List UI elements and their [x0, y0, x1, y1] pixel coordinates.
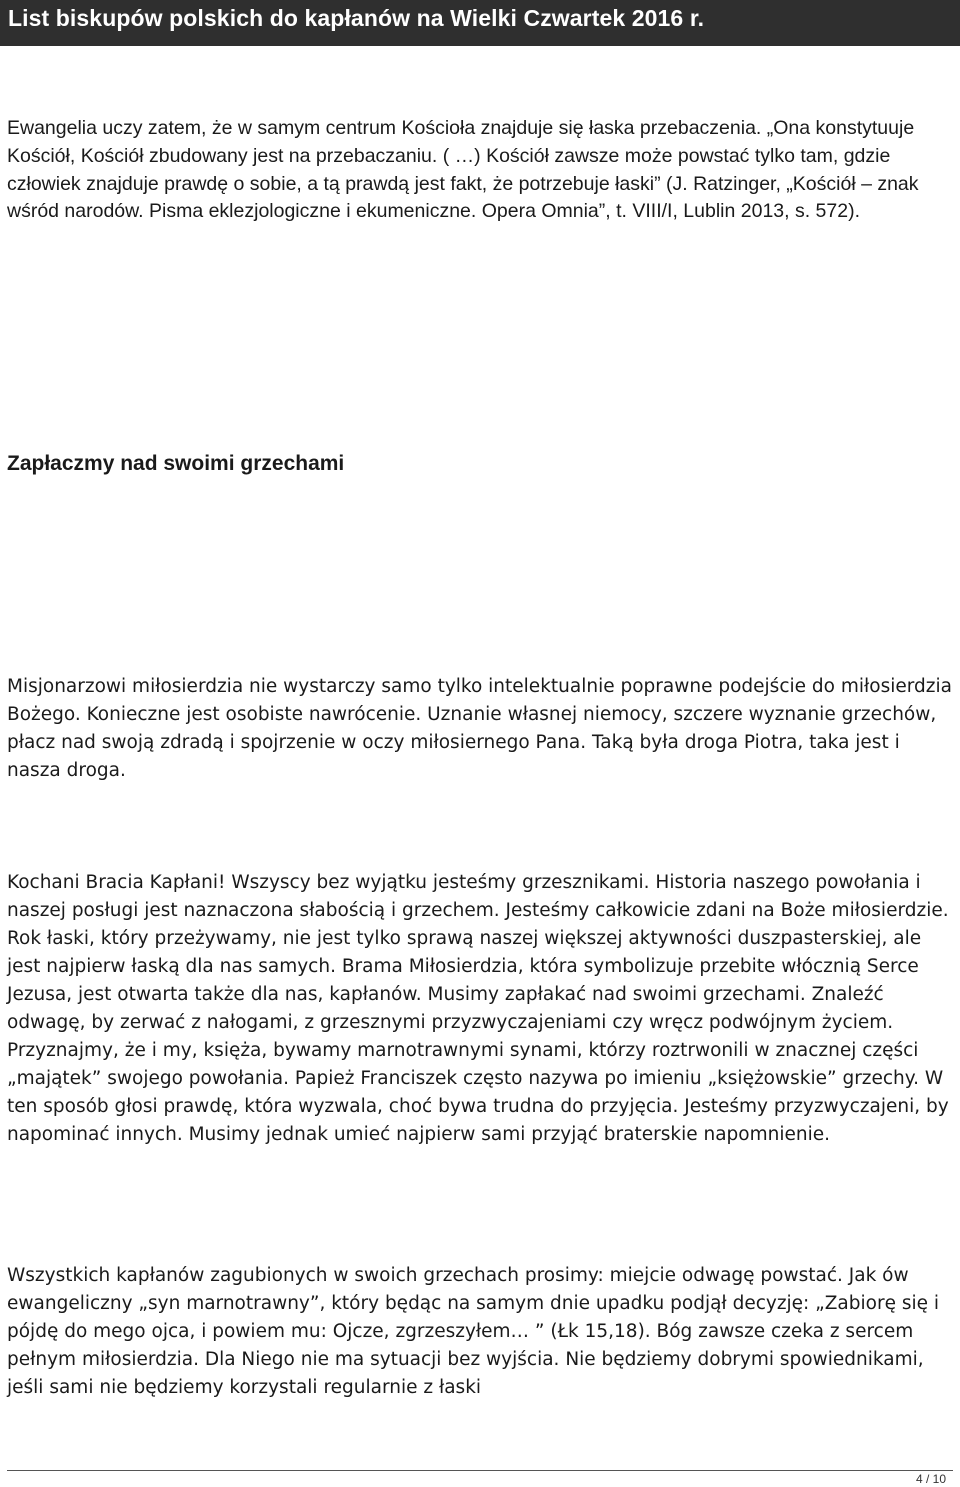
paragraph: Kochani Bracia Kapłani! Wszyscy bez wyjątku jesteśmy grzesznikami. Historia naszego powołania i naszej posługi jest naznaczona słabością i grzechem. Jesteśmy całkowicie zdani na Boże miłosierdzie. Rok łaski, który przeżywamy, nie jest tylko sprawą naszej większej aktywności duszpasterskiej, ale jest najpierw łaską dla nas samych. Brama Miłosierdzia, która symbolizuje przebite włócznią Serce Jezusa, jest otwarta także dla nas, kapłanów. Musimy zapłakać nad swoimi grzechami. Znaleźć odwagę, by zerwać z nałogami, z grzesznymi przyzwyczajeniami czy wręcz podwójnym życiem. Przyznajmy, że i my, księża, bywamy marnotrawnymi synami, którzy roztrwonili w znacznej części „majątek” swojego powołania. Papież Franciszek często nazywa po imieniu „księżowskie” grzechy. W ten sposób głosi prawdę, która wyzwala, choć bywa trudna do przyjęcia. Jesteśmy przyzwyczajeni, by napominać innych. Musimy jednak umieć najpierw sami przyjąć braterskie napomnienie.	[7, 872, 949, 1145]
section-heading: Zapłaczmy nad swoimi grzechami	[7, 452, 345, 475]
paragraph: Misjonarzowi miłosierdzia nie wystarczy samo tylko intelektualnie poprawne podejście do miłosierdzia Bożego. Konieczne jest osobiste nawrócenie. Uznanie własnej niemocy, szczere wyznanie grzechów, płacz nad swoją zdradą i spojrzenie w oczy miłosiernego Pana. Taką była droga Piotra, taka jest i nasza droga.	[7, 676, 952, 781]
paragraph: Ewangelia uczy zatem, że w samym centrum Kościoła znajduje się łaska przebaczenia. „Ona konstytuuje Kościół, Kościół zbudowany jest na przebaczaniu. ( …) Kościół zawsze może powstać tylko tam, gdzie człowiek znajduje prawdę o sobie, a tą prawdą jest fakt, że potrzebuje łaski” (J. Ratzinger, „Kościół – znak wśród narodów. Pisma eklezjologiczne i ekumeniczne. Opera Omnia”, t. VIII/I, Lublin 2013, s. 572).	[7, 117, 919, 223]
page-number: 4 / 10	[915, 1472, 946, 1486]
document-title: List biskupów polskich do kapłanów na Wielki Czwartek 2016 r.	[8, 5, 705, 31]
document-header	[0, 0, 960, 46]
footer-divider	[7, 1470, 953, 1471]
paragraph: Wszystkich kapłanów zagubionych w swoich grzechach prosimy: miejcie odwagę powstać. Jak ów ewangeliczny „syn marnotrawny”, który będąc na samym dnie upadku podjął decyzję: „Zabiorę się i pójdę do mego ojca, i powiem mu: Ojcze, zgrzeszyłem… ” (Łk 15,18). Bóg zawsze czeka z sercem pełnym miłosierdzia. Dla Niego nie ma sytuacji bez wyjścia. Nie będziemy dobrymi spowiednikami, jeśli sami nie będziemy korzystali regularnie z łaski	[7, 1265, 940, 1398]
